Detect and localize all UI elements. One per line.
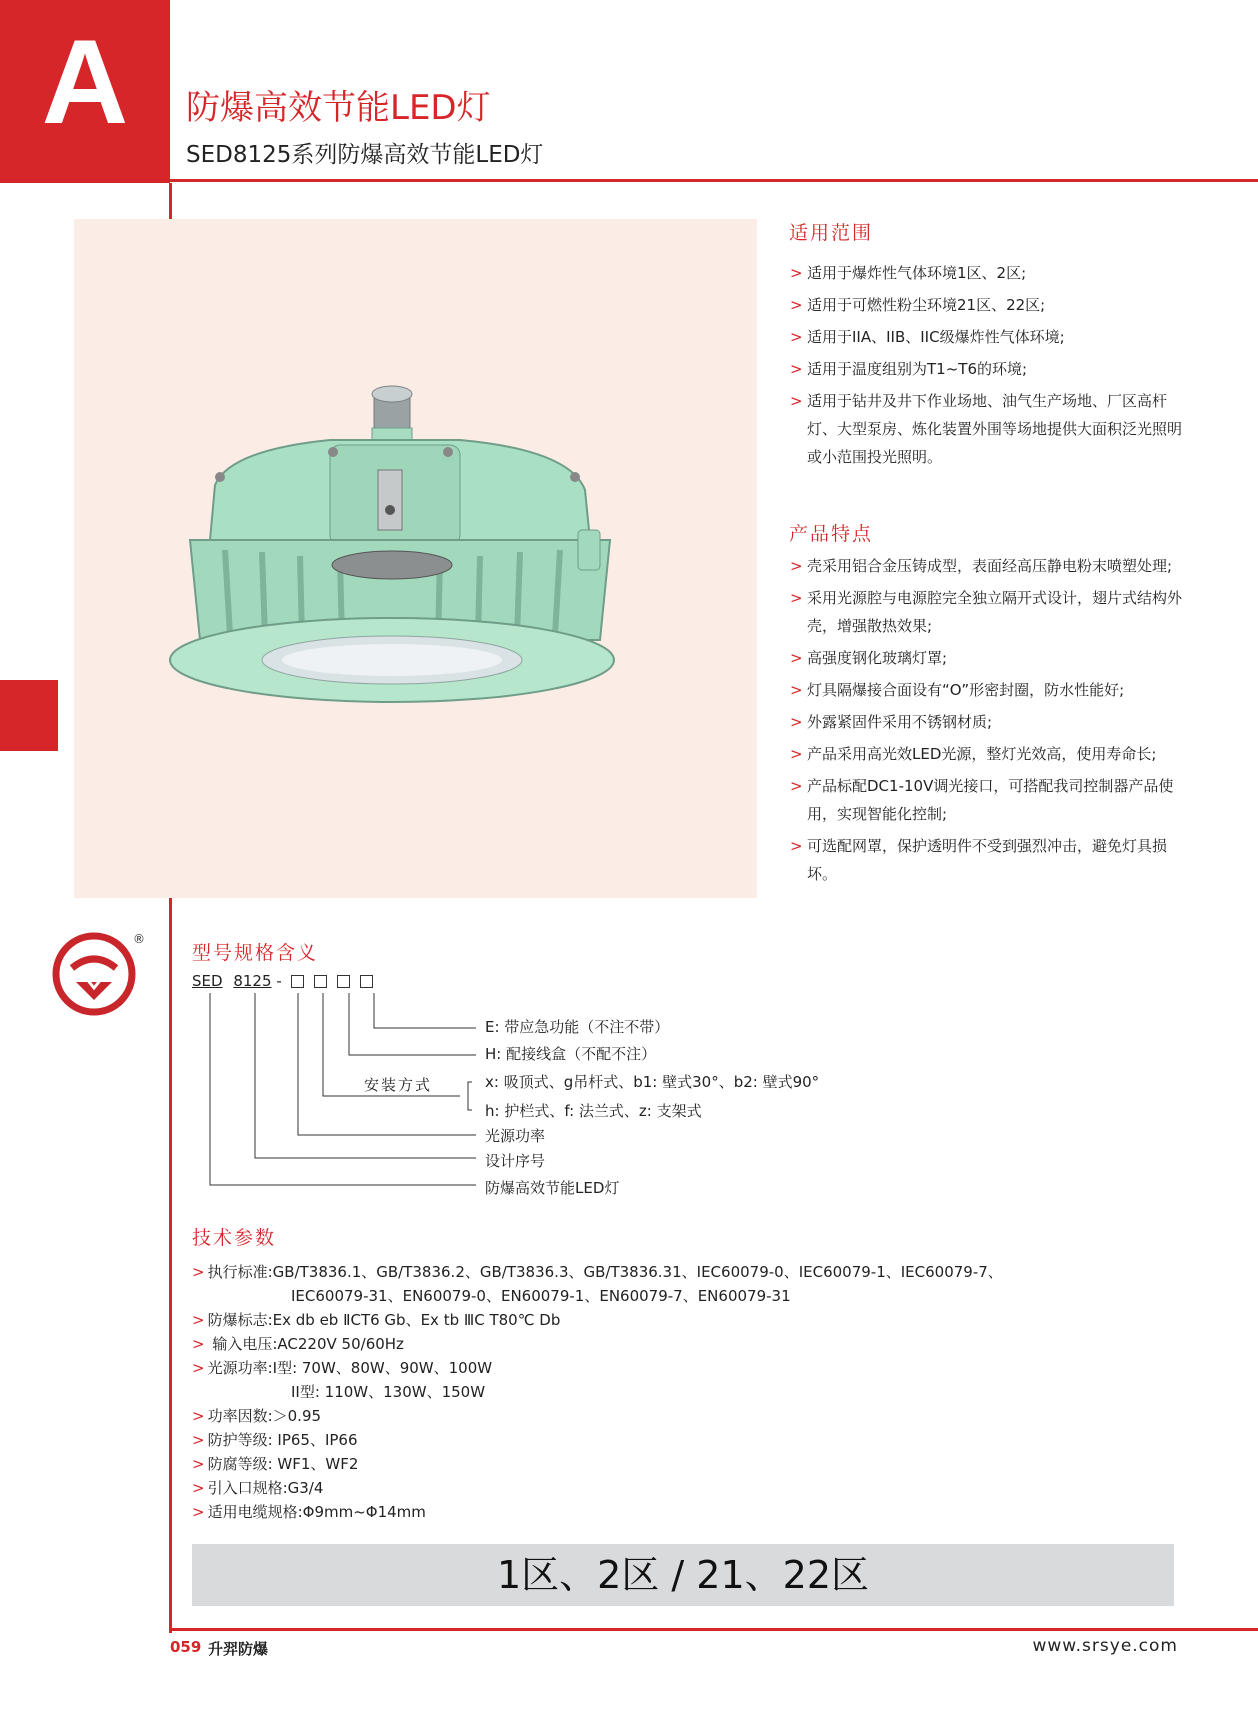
list-item: > 适用于IIA、IIB、IIC级爆炸性气体环境; [790,328,1065,346]
model-meaning-power: 光源功率 [485,1127,546,1145]
list-item: > 产品标配DC1-10V调光接口，可搭配我司控制器产品使用，实现智能化控制; [790,777,1174,823]
tech-row-voltage: > 输入电压:AC220V 50/60Hz [192,1335,404,1353]
features-title: 产品特点 [789,523,874,545]
tech-params [192,1260,1003,1524]
footer-divider [169,1628,1258,1631]
list-item: > 可选配网罩，保护透明件不受到强烈冲击，避免灯具损坏。 [790,837,1168,883]
registered-mark: ® [133,932,145,946]
model-meaning-design: 设计序号 [485,1152,546,1170]
tech-row-cable: > 适用电缆规格:Φ9mm~Φ14mm [192,1503,426,1521]
model-mount-options-2: h: 护栏式、f: 法兰式、z: 支架式 [485,1102,702,1120]
list-item: > 灯具隔爆接合面设有“O”形密封圈，防水性能好; [790,681,1125,699]
model-prefix: SED [192,972,223,990]
left-rule-bottom [169,898,172,1633]
tech-row-ex-mark: > 防爆标志:Ex db eb ⅡCT6 Gb、Ex tb ⅢC T80℃ Db [192,1311,561,1329]
model-meaning-h: H: 配接线盒（不配不注） [485,1045,657,1063]
model-meaning-e: E: 带应急功能（不注不带） [485,1018,670,1036]
model-series: 8125 [233,972,272,990]
list-item: > 适用于爆炸性气体环境1区、2区; [790,264,1027,282]
product-photo-area [74,219,757,898]
product-image [74,219,757,898]
model-mount-label: 安装方式 [364,1076,433,1094]
list-item: > 适用于可燃性粉尘环境21区、22区; [790,296,1046,314]
page-subtitle: SED8125系列防爆高效节能LED灯 [186,142,544,168]
scope-list [790,259,1182,475]
tech-row-standard: > 执行标准:GB/T3836.1、GB/T3836.2、GB/T3836.3、GB/T3836.31、IEC60079-0、IEC60079-1、IEC60079-7、 [192,1263,1003,1281]
model-meaning-name: 防爆高效节能LED灯 [485,1179,620,1197]
zone-text: 1区、2区 / 21、22区 [496,1553,870,1597]
left-rule-top [169,183,172,219]
model-title: 型号规格含义 [192,942,319,964]
list-item: > 产品采用高光效LED光源，整灯光效高，使用寿命长; [790,745,1157,763]
tech-title: 技术参数 [192,1227,277,1249]
side-tab [0,680,58,751]
model-diagram-lines [190,985,490,1190]
footer-website: www.srsye.com [1032,1636,1178,1656]
scope-title: 适用范围 [789,222,874,244]
page-title: 防爆高效节能LED灯 [186,88,491,128]
header-divider [170,179,1258,182]
model-mount-options-1: x: 吸顶式、g吊杆式、b1: 壁式30°、b2: 壁式90° [485,1073,820,1091]
list-item: > 外露紧固件采用不锈钢材质; [790,713,993,731]
list-item: > 适用于钻井及井下作业场地、油气生产场地、厂区高杆灯、大型泵房、炼化装置外围等场地提供大面积泛光照明或小范围投光照明。 [790,392,1183,466]
tech-row-standard-cont: IEC60079-31、EN60079-0、EN60079-1、EN60079-7、EN60079-31 [291,1287,791,1305]
zone-band [192,1544,1174,1606]
tech-row-ip: > 防护等级: IP65、IP66 [192,1431,358,1449]
features-list [790,552,1182,892]
tech-row-anticorrosion: > 防腐等级: WF1、WF2 [192,1455,359,1473]
section-letter: A [41,15,129,149]
tech-row-power-cont: II型: 110W、130W、150W [291,1383,486,1401]
list-item: > 高强度钢化玻璃灯罩; [790,649,948,667]
page-number: 059 [170,1638,202,1656]
model-dash: - [276,972,282,990]
tech-row-power: > 光源功率:I型: 70W、80W、90W、100W [192,1359,493,1377]
footer-brand: 升羿防爆 [208,1640,269,1658]
list-item: > 采用光源腔与电源腔完全独立隔开式设计，翅片式结构外壳，增强散热效果; [790,589,1183,635]
list-item: > 壳采用铝合金压铸成型，表面经高压静电粉末喷塑处理; [790,557,1173,575]
tech-row-entry: > 引入口规格:G3/4 [192,1479,324,1497]
list-item: > 适用于温度组别为T1~T6的环境; [790,360,1028,378]
tech-row-pf: > 功率因数:＞0.95 [192,1407,322,1425]
